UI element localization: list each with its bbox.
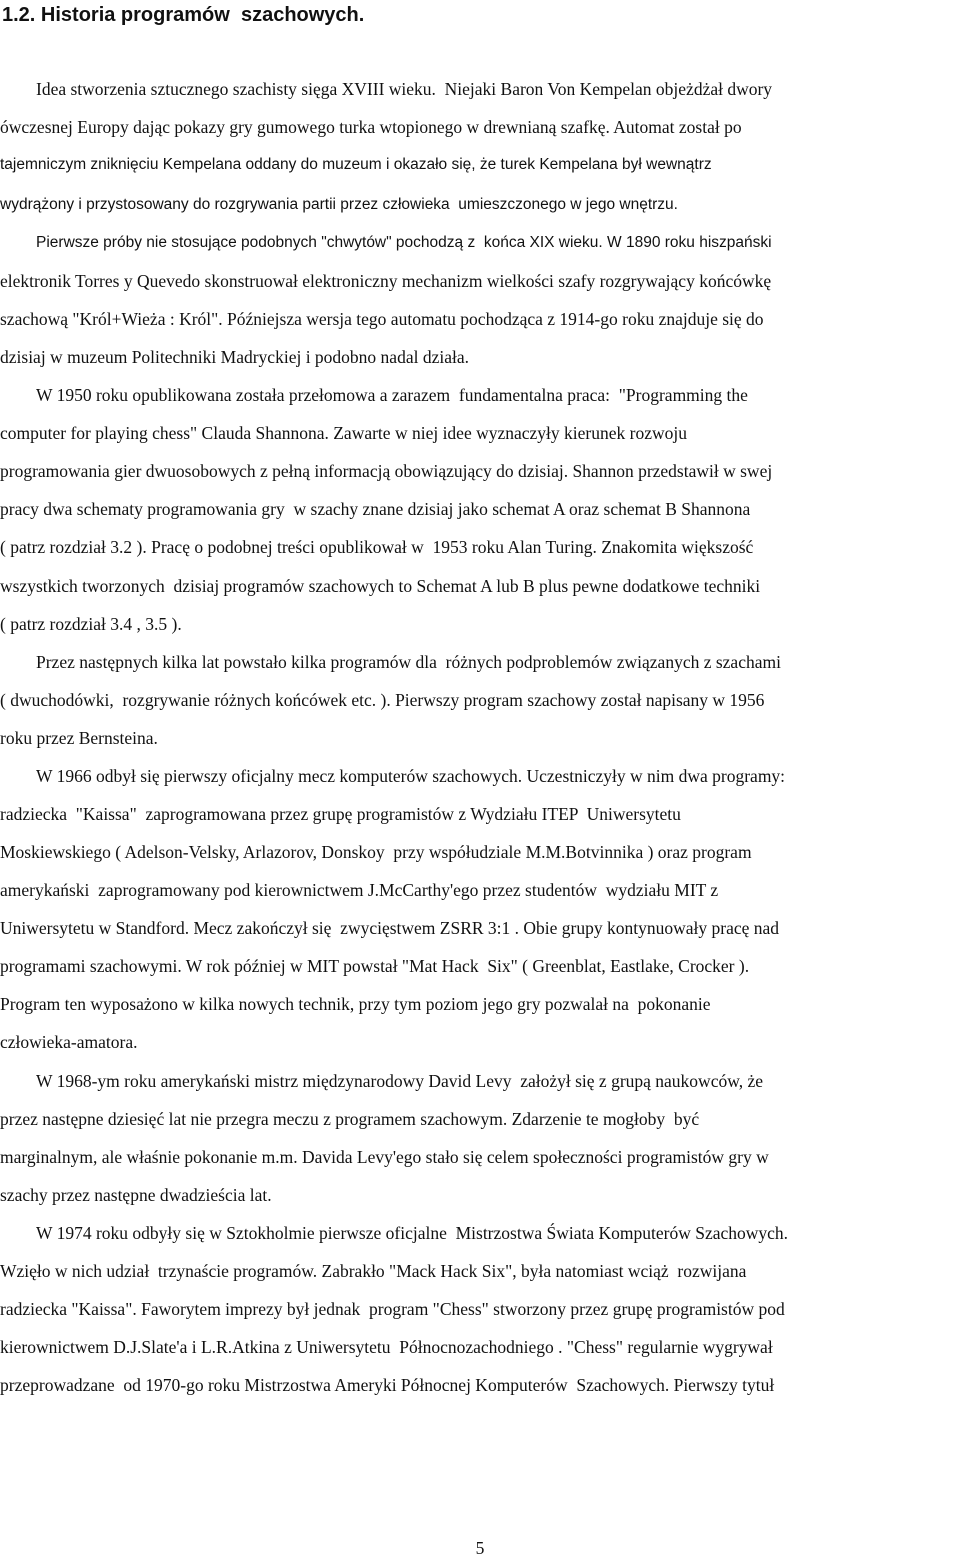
text-line: wydrążony i przystosowany do rozgrywania partii przez człowieka umieszczonego w jego wnętrzu. (0, 196, 678, 213)
text-line: ówczesnej Europy dając pokazy gry gumowego turka wtopionego w drewnianą szafkę. Automat został po (0, 117, 742, 137)
text-line: przez następne dziesięć lat nie przegra meczu z programem szachowym. Zdarzenie te mogłoby być (0, 1109, 700, 1129)
text-line: kierownictwem D.J.Slate'a i L.R.Atkina z Uniwersytetu Północnozachodniego . "Chess" regularnie wygrywał (0, 1337, 773, 1357)
text-line: pracy dwa schematy programowania gry w szachy znane dzisiaj jako schemat A oraz schemat B Shannona (0, 499, 751, 519)
text-line: Moskiewskiego ( Adelson-Velsky, Arlazorov, Donskoy przy współudziale M.M.Botvinnika ) oraz program (0, 842, 752, 862)
text-line: W 1950 roku opublikowana została przełomowa a zarazem fundamentalna praca: "Programming the (36, 385, 748, 405)
section-heading: 1.2. Historia programów szachowych. (2, 4, 365, 26)
text-line: elektronik Torres y Quevedo skonstruował elektroniczny mechanizm wielkości szafy rozgrywający końcówkę (0, 271, 772, 291)
text-line: człowieka-amatora. (0, 1032, 138, 1052)
text-line: W 1968-ym roku amerykański mistrz międzynarodowy David Levy założył się z grupą naukowców, że (36, 1071, 764, 1091)
text-line: programowania gier dwuosobowych z pełną informacją obowiązujący do dzisiaj. Shannon przedstawił w swej (0, 461, 773, 481)
text-line: Wzięło w nich udział trzynaście programów. Zabrakło "Mack Hack Six", była natomiast wciąż rozwijana (0, 1261, 747, 1281)
text-line: radziecka "Kaissa". Faworytem imprezy był jednak program "Chess" stworzony przez grupę programistów pod (0, 1299, 785, 1319)
text-line: ( dwuchodówki, rozgrywanie różnych końcówek etc. ). Pierwszy program szachowy został napisany w 1956 (0, 690, 765, 710)
text-line: ( patrz rozdział 3.4 , 3.5 ). (0, 614, 182, 634)
text-line: marginalnym, ale właśnie pokonanie m.m. Davida Levy'ego stało się celem społeczności programistów gry w (0, 1147, 769, 1167)
text-line: computer for playing chess" Clauda Shannona. Zawarte w niej idee wyznaczyły kierunek rozwoju (0, 423, 687, 443)
text-line: radziecka "Kaissa" zaprogramowana przez grupę programistów z Wydziału ITEP Uniwersytetu (0, 804, 681, 824)
text-line: Program ten wyposażono w kilka nowych technik, przy tym poziom jego gry pozwalał na pokonanie (0, 994, 711, 1014)
text-line: Przez następnych kilka lat powstało kilka programów dla różnych podproblemów związanych z szachami (36, 652, 781, 672)
text-line: szachy przez następne dwadzieścia lat. (0, 1185, 272, 1205)
text-line: ( patrz rozdział 3.2 ). Pracę o podobnej treści opublikował w 1953 roku Alan Turing. Znakomita większość (0, 537, 754, 557)
text-line: szachową "Król+Wieża : Król". Późniejsza wersja tego automatu pochodząca z 1914-go roku znajduje się do (0, 309, 764, 329)
text-line: programami szachowymi. W rok później w MIT powstał "Mat Hack Six" ( Greenblat, Eastlake, Crocker ). (0, 956, 750, 976)
text-line: amerykański zaprogramowany pod kierownictwem J.McCarthy'ego przez studentów wydziału MIT z (0, 880, 719, 900)
text-line: dzisiaj w muzeum Politechniki Madryckiej i podobno nadal działa. (0, 347, 469, 367)
text-line: Idea stworzenia sztucznego szachisty sięga XVIII wieku. Niejaki Baron Von Kempelan objeżdżał dwory (36, 79, 773, 99)
text-line: Pierwsze próby nie stosujące podobnych "chwytów" pochodzą z końca XIX wieku. W 1890 roku hiszpański (36, 234, 772, 251)
text-line: wszystkich tworzonych dzisiaj programów szachowych to Schemat A lub B plus pewne dodatkowe techniki (0, 576, 761, 596)
text-line: roku przez Bernsteina. (0, 728, 158, 748)
text-line: przeprowadzane od 1970-go roku Mistrzostwa Ameryki Północnej Komputerów Szachowych. Pierwszy tytuł (0, 1375, 775, 1395)
text-line: tajemniczym zniknięciu Kempelana oddany do muzeum i okazało się, że turek Kempelana był wewnątrz (0, 156, 712, 173)
page-number: 5 (475, 1538, 485, 1558)
text-line: W 1974 roku odbyły się w Sztokholmie pierwsze oficjalne Mistrzostwa Świata Komputerów Szachowych. (36, 1223, 789, 1243)
text-line: Uniwersytetu w Standford. Mecz zakończył się zwycięstwem ZSRR 3:1 . Obie grupy kontynuowały pracę nad (0, 918, 780, 938)
text-line: W 1966 odbył się pierwszy oficjalny mecz komputerów szachowych. Uczestniczyły w nim dwa programy: (36, 766, 786, 786)
